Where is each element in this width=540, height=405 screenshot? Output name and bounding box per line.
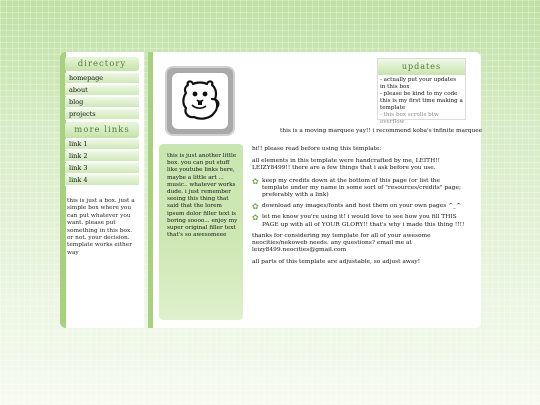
rule-item	[252, 178, 466, 200]
more-links-heading: more links	[65, 122, 139, 138]
marquee: this is a moving marquee yay!! i recommend koba's infinite marquee	[280, 128, 483, 134]
update-item: - please be kind to my code this is my first time making a template	[380, 91, 463, 111]
update-item: - this box scrolls btw overflow	[380, 112, 439, 125]
rule-item	[252, 203, 466, 210]
paragraph-elements: all elements in this template were handcrafted by me, LEITH!! LEIZY8499!! there are a few things that i ask before you use.	[252, 158, 440, 172]
updates-list	[378, 75, 465, 126]
rule-text: download any images/fonts and host them on your own pages ^_^	[262, 203, 462, 210]
link-4[interactable]: link 4	[65, 175, 139, 186]
star-icon: ✿	[252, 213, 259, 223]
intro-text: hi!! please read before using this template:	[252, 146, 382, 152]
hamster-icon	[172, 73, 228, 129]
sidebar-panel	[60, 52, 144, 328]
update-item: - actually put your updates in this box	[380, 77, 457, 90]
updates-box[interactable]	[377, 58, 466, 125]
rule-text: keep my credits down at the bottom of this page (or list the template under my name in some sort of "resources/credits" page; preferably with a link)	[262, 177, 461, 199]
rule-text: let me know you're using it! i would love to see how you fill THIS PAGE up with all of YOUR GLORY!! that's why i made this thing !!!!	[262, 214, 465, 228]
main-accent-stripe	[148, 52, 153, 328]
sidebar-box-text: this is just a box. just a simple box where you can put whatever you want. please put something in this box. or not. your decision. template works either way	[67, 198, 135, 256]
directory-heading: directory	[65, 57, 139, 71]
rule-item	[252, 214, 466, 228]
adjust-text: all parts of this template are adjustable, so adjust away!	[252, 259, 421, 266]
star-icon: ✿	[252, 202, 259, 212]
link-2[interactable]: link 2	[65, 151, 139, 162]
updates-heading: updates	[378, 59, 465, 75]
green-box-text: this is just another little box. you can put stuff like youtube links here, maybe a little art ... music.. whatever works dude. i just remember seeing this thing that said that the lorem ipsum dolor filler text is boring soooo... enjoy my super original filler text that's so awesomeee	[167, 153, 238, 239]
thanks-text: thanks for considering my template for all of your awesome neocities/nekoweb needs. any questions? email me at leizy8499.neocities@gmail.com	[252, 232, 431, 254]
link-3[interactable]: link 3	[65, 163, 139, 174]
logo-frame	[165, 66, 235, 136]
star-icon: ✿	[252, 176, 259, 186]
nav-item-projects[interactable]: projects	[65, 109, 139, 120]
link-1[interactable]: link 1	[65, 139, 139, 150]
nav-item-homepage[interactable]: homepage	[65, 73, 139, 84]
main-content	[252, 146, 466, 272]
nav-item-blog[interactable]: blog	[65, 97, 139, 108]
nav-item-about[interactable]: about	[65, 85, 139, 96]
